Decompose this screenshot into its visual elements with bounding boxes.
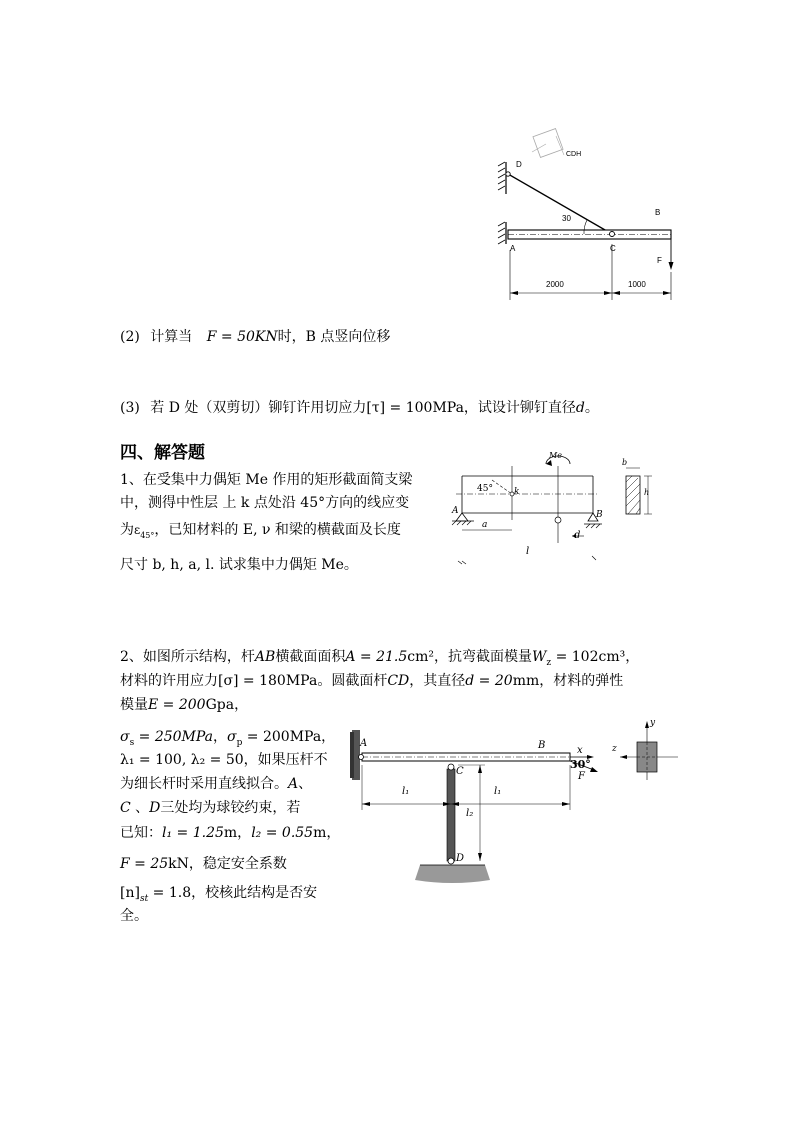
fig3-label-c: C <box>456 766 464 777</box>
p2-l2-a: 材料的许用应力 <box>120 673 218 689</box>
p2-l10-tail: ，校核此结构是否安 <box>191 885 318 901</box>
p2-l1-b: 横截面面积 <box>275 649 346 665</box>
p2-l1: l₁ = 1.25 <box>162 825 224 841</box>
fig1-label-f: F <box>657 256 662 265</box>
p2-l9-tail: kN，稳定安全系数 <box>168 856 287 872</box>
fig3-label-y: y <box>650 718 656 728</box>
question-2-text-a: 计算当 <box>150 329 193 345</box>
fig3-label-l2: l₂ <box>466 808 474 819</box>
epsilon-symbol: ε <box>134 523 141 537</box>
p2-l8-a: 已知： <box>120 825 162 841</box>
fig2-label-angle: 45° <box>477 484 493 494</box>
p2-sigma-s: σ <box>120 729 130 745</box>
figure-simply-supported-beam <box>448 448 668 573</box>
fig2-label-a-support: A <box>452 506 459 516</box>
fig1-dim-2000: 2000 <box>546 280 564 289</box>
fig3-label-l1-left: l₁ <box>402 786 410 797</box>
fig3-label-f: F <box>578 771 585 782</box>
fig3-label-b: B <box>538 740 546 751</box>
problem-1-line-4: 尺寸 b, h, a, l. 试求集中力偶矩 Me。 <box>120 557 358 573</box>
problem-2-line-7 <box>120 798 300 818</box>
p2-sigma-s-val: = 250MPa <box>134 729 214 745</box>
fig3-label-angle: 30° <box>570 758 591 771</box>
problem-2-line-10 <box>120 883 317 909</box>
fig3-label-z: z <box>612 744 617 754</box>
problem-2-line-2 <box>120 671 623 691</box>
p2-l2-b: MPa。圆截面杆 <box>285 673 388 689</box>
figure-cross-section-axes <box>608 718 688 788</box>
problem-2-line-5 <box>120 750 328 770</box>
p2-l3-a: 模量 <box>120 697 148 713</box>
p2-l7-tail: 三处均为球铰约束，若 <box>160 800 301 816</box>
fig2-label-l: l <box>526 546 530 557</box>
p2-area: A = 21.5 <box>345 649 408 665</box>
section-4-title: 四、解答题 <box>120 443 205 463</box>
fig2-label-b-support: B <box>596 510 603 520</box>
p2-l6: 为细长杆时采用直线拟合。 <box>120 776 288 792</box>
p2-force: F = 25 <box>120 856 169 872</box>
fig1-label-d: D <box>516 160 522 169</box>
problem-1-line-3-a: 为 <box>120 522 134 538</box>
fig2-label-d: d <box>574 530 581 541</box>
fig1-label-b: B <box>655 208 661 217</box>
fig3-label-a: A <box>360 738 368 749</box>
question-3-text-b: ，试设计铆钉直径 <box>463 400 576 416</box>
problem-1-line-3 <box>120 520 401 546</box>
p2-sigma-p-val: = 200 <box>242 729 290 745</box>
p2-area-unit: cm²，抗弯截面模量 <box>407 649 532 665</box>
p2-n-val: = 1.8 <box>148 885 192 901</box>
problem-2-line-8 <box>120 823 340 843</box>
p2-diameter: d = 20 <box>465 673 513 689</box>
p2-w-val: = 102 <box>551 649 599 665</box>
p2-n: [n] <box>120 885 140 901</box>
fig2-label-b-width: b <box>622 458 628 467</box>
p2-lambda: λ₁ = 100, λ₂ = 50 <box>120 752 244 768</box>
p2-sigma: [σ] = 180 <box>218 673 286 689</box>
p2-l7-d: D <box>149 800 161 816</box>
fig2-label-me: Me <box>549 451 562 460</box>
question-3 <box>120 398 599 418</box>
question-2 <box>120 327 390 347</box>
fig3-label-d: D <box>456 853 465 864</box>
question-2-text-b: 时，B 点竖向位移 <box>277 329 391 345</box>
problem-2-line-1 <box>120 647 639 673</box>
fig2-label-h: h <box>644 488 650 497</box>
p2-l2-c: ，其直径 <box>409 673 466 689</box>
fig1-angle-30: 30 <box>562 214 571 223</box>
fig3-label-l1-right: l₁ <box>494 786 502 797</box>
question-3-text-a: 若 D 处（双剪切）铆钉许用切应力 <box>150 400 367 416</box>
p2-l6-tail: 、 <box>298 776 313 792</box>
p2-l1-a: 2、如图所示结构，杆 <box>120 649 255 665</box>
problem-2-line-4: $\sigma_s = 250MPa$，$\sigma_p = 200MPa$， <box>120 729 336 748</box>
p2-l6-a: A <box>288 776 299 792</box>
p2-sigma-p: σ <box>227 729 237 745</box>
p2-w-sub: z <box>546 657 552 668</box>
problem-2-line-11: 全。 <box>120 908 148 924</box>
p2-l8-m2: m， <box>313 825 341 841</box>
p2-modulus: E = 200 <box>148 697 206 713</box>
question-3-formula: [τ] = 100MPa <box>366 400 464 416</box>
question-2-formula: F = 50KN <box>206 329 278 345</box>
p2-n-sub: st <box>139 893 149 904</box>
p2-w: W <box>531 649 547 665</box>
problem-2-line-9 <box>120 854 287 874</box>
problem-1-line-2: 中，测得中性层 上 k 点处沿 45°方向的线应变 <box>120 495 410 511</box>
p2-l8-m1: m， <box>223 825 252 841</box>
fig3-label-x: x <box>577 745 583 756</box>
p2-l7-mid: 、 <box>130 800 150 816</box>
fig1-label-a: A <box>510 244 516 253</box>
p2-lambda-tail: ，如果压杆不 <box>243 752 328 768</box>
p2-l7-c: C <box>120 800 131 816</box>
question-3-end: 。 <box>584 400 599 416</box>
p2-sigma-p-sub: p <box>236 737 243 748</box>
p2-sigma-p-unit: MPa， <box>289 729 336 745</box>
p2-cd: CD <box>387 673 410 689</box>
problem-2-line-3 <box>120 695 248 715</box>
question-3-var-d: d <box>575 400 585 416</box>
p2-ab: AB <box>254 649 276 665</box>
p2-sigma-s-sub: s <box>129 737 135 748</box>
problem-1-line-3-b: ，已知材料的 E, ν 和梁的横截面及长度 <box>154 522 401 538</box>
fig1-label-c: C <box>610 244 616 253</box>
fig2-label-a-dim: a <box>482 520 488 530</box>
epsilon-subscript: 45° <box>140 530 155 540</box>
p2-l2: l₂ = 0.55 <box>251 825 314 841</box>
fig1-dim-1000: 1000 <box>628 280 646 289</box>
figure-beam-column-structure <box>340 720 600 888</box>
fig2-label-k: k <box>514 487 520 497</box>
p2-l2-d: mm，材料的弹性 <box>512 673 624 689</box>
problem-2-line-6 <box>120 774 312 794</box>
fig1-label-cdh: CDH <box>566 151 582 158</box>
problem-1-line-1: 1、在受集中力偶矩 Me 作用的矩形截面简支梁 <box>120 472 413 488</box>
question-2-number: (2) <box>120 329 140 345</box>
question-3-number: (3) <box>120 400 140 416</box>
p2-l3-b: Gpa， <box>205 697 249 713</box>
p2-w-unit: cm³， <box>598 649 640 665</box>
